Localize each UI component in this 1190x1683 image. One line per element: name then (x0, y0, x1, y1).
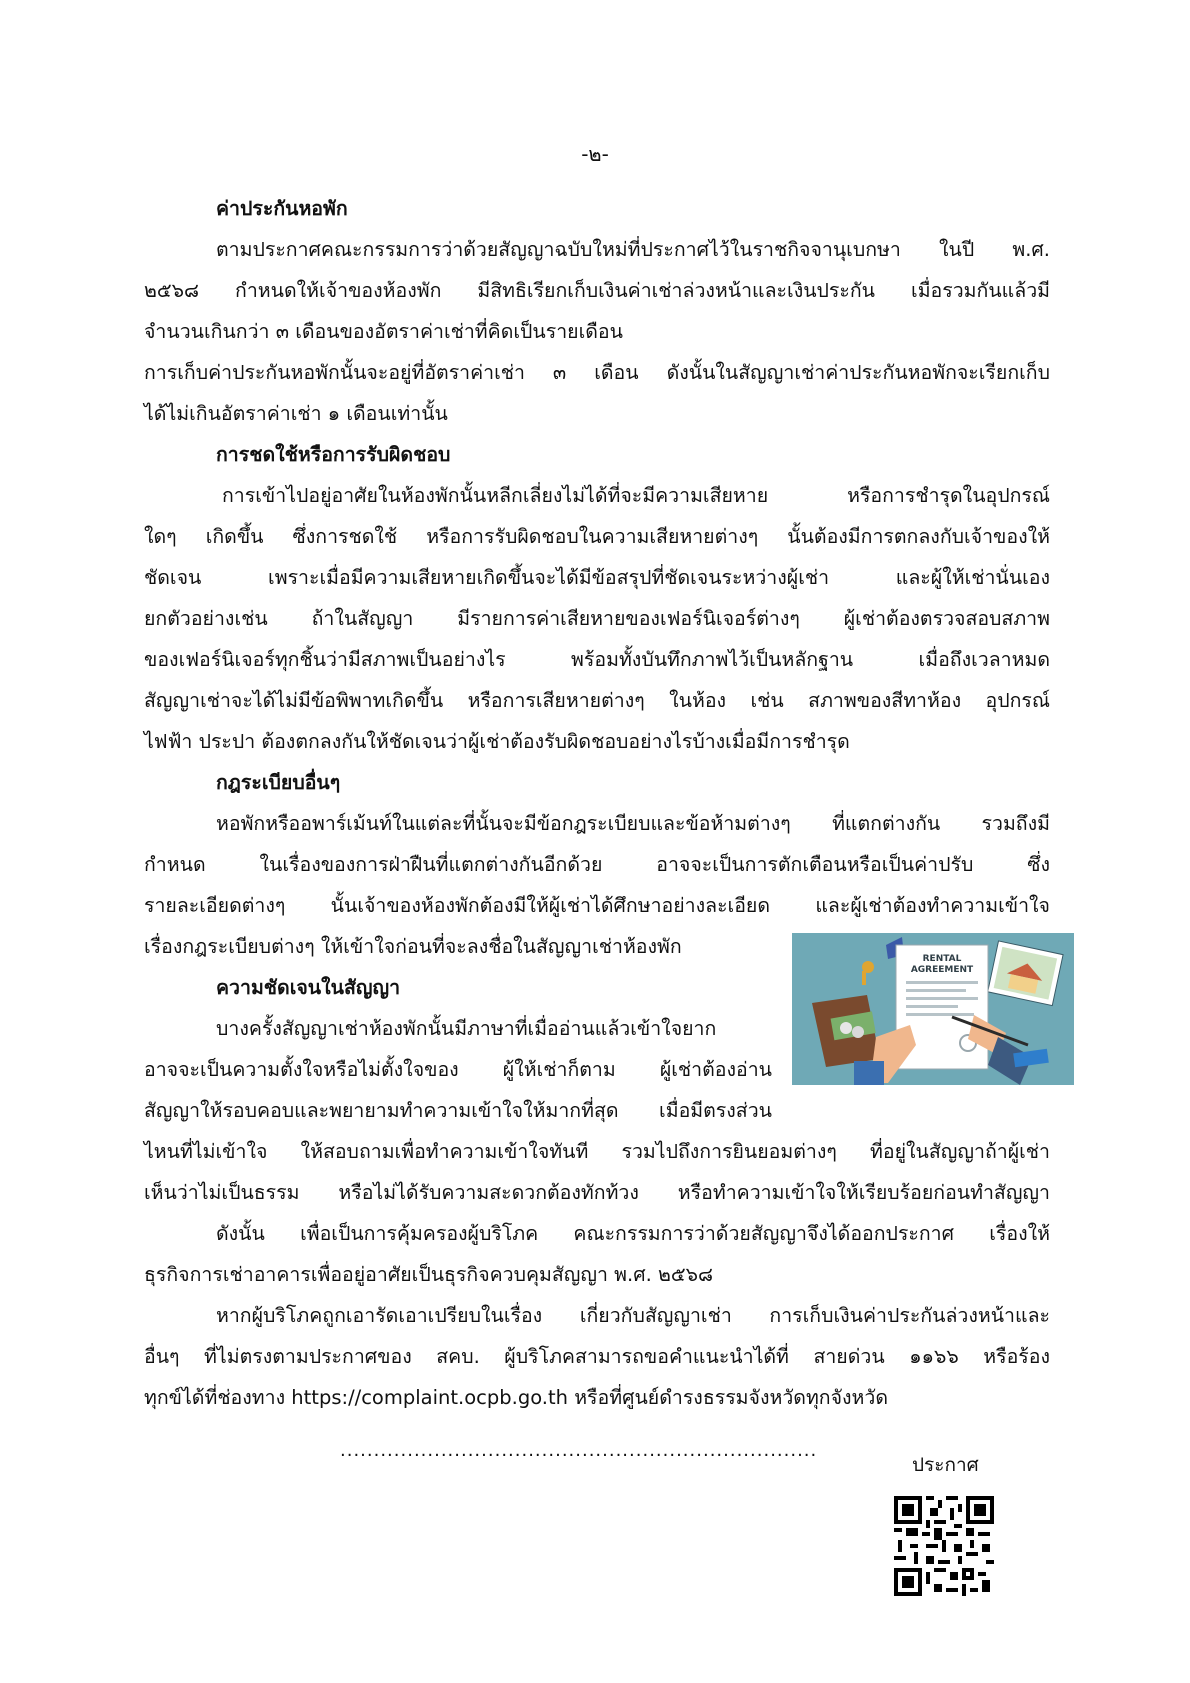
page-number: -๒- (581, 142, 609, 166)
paragraph-line: ยกตัวอย่างเช่น ถ้าในสัญญา มีรายการค่าเสียหายของเฟอร์นิเจอร์ต่างๆ ผู้เช่าต้องตรวจสอบสภาพ (144, 607, 1050, 630)
paragraph-line: การเก็บค่าประกันหอพักนั้นจะอยู่ที่อัตราค่าเช่า ๓ เดือน ดังนั้นในสัญญาเช่าค่าประกันหอพักจะเรียกเก็บ (144, 361, 1050, 384)
paragraph-line: จำนวนเกินกว่า ๓ เดือนของอัตราค่าเช่าที่คิดเป็นรายเดือน (144, 320, 623, 343)
rental-agreement-illustration (792, 933, 1074, 1085)
heading-compensation: การชดใช้หรือการรับผิดชอบ (216, 443, 451, 466)
paragraph-line: เห็นว่าไม่เป็นธรรม หรือไม่ได้รับความสะดวกต้องทักท้วง หรือทำความเข้าใจให้เรียบร้อยก่อนทำสัญญา (144, 1181, 1050, 1204)
qr-code[interactable] (894, 1496, 994, 1596)
document-body (144, 188, 1050, 1418)
paragraph-line: ไหนที่ไม่เข้าใจ ให้สอบถามเพื่อทำความเข้าใจทันที รวมไปถึงการยินยอมต่างๆ ที่อยู่ในสัญญาถ้าผู้เช่า (144, 1140, 1050, 1163)
paragraph-line: ไฟฟ้า ประปา ต้องตกลงกันให้ชัดเจนว่าผู้เช่าต้องรับผิดชอบอย่างไรบ้างเมื่อมีการชำรุด (144, 730, 850, 753)
paragraph-line: ใดๆ เกิดขึ้น ซึ่งการชดใช้ หรือการรับผิดชอบในความเสียหายต่างๆ นั้นต้องมีการตกลงกับเจ้าของให้ (144, 525, 1050, 548)
paragraph-line: กำหนด ในเรื่องของการฝ่าฝืนที่แตกต่างกันอีกด้วย อาจจะเป็นการตักเตือนหรือเป็นค่าปรับ ซึ่ง (144, 853, 1050, 876)
footer-dotted-line: ....................................................................... (340, 1440, 818, 1461)
heading-clarity: ความชัดเจนในสัญญา (216, 976, 401, 999)
paragraph-line: เรื่องกฎระเบียบต่างๆ ให้เข้าใจก่อนที่จะลงชื่อในสัญญาเช่าห้องพัก (144, 935, 682, 958)
heading-rules: กฎระเบียบอื่นๆ (216, 771, 341, 794)
paragraph-line: ทุกข์ได้ที่ช่องทาง https://complaint.ocpb.go.th หรือที่ศูนย์ดำรงธรรมจังหวัดทุกจังหวัด (144, 1386, 889, 1409)
paragraph-line: ธุรกิจการเช่าอาคารเพื่ออยู่อาศัยเป็นธุรกิจควบคุมสัญญา พ.ศ. ๒๕๖๘ (144, 1263, 714, 1286)
paragraph-line: ๒๕๖๘ กำหนดให้เจ้าของห้องพัก มีสิทธิเรียกเก็บเงินค่าเช่าล่วงหน้าและเงินประกัน เมื่อรวมกันแล้วมี (144, 279, 1050, 302)
paragraph-line: รายละเอียดต่างๆ นั้นเจ้าของห้องพักต้องมีให้ผู้เช่าได้ศึกษาอย่างละเอียด และผู้เช่าต้องทำความเข้าใจ (144, 894, 1050, 917)
illustration-title-line1: RENTAL (922, 954, 962, 964)
illustration-title-line2: AGREEMENT (910, 965, 974, 975)
paragraph-line: ชัดเจน เพราะเมื่อมีความเสียหายเกิดขึ้นจะได้มีข้อสรุปที่ชัดเจนระหว่างผู้เช่า และผู้ให้เช่านั่นเอง (144, 566, 1050, 589)
paragraph-line: อื่นๆ ที่ไม่ตรงตามประกาศของ สคบ. ผู้บริโภคสามารถขอคำแนะนำได้ที่ สายด่วน ๑๑๖๖ หรือร้อง (144, 1345, 1050, 1368)
paragraph-line: หอพักหรืออพาร์เม้นท์ในแต่ละที่นั้นจะมีข้อกฎระเบียบและข้อห้ามต่างๆ ที่แตกต่างกัน รวมถึงมี (216, 812, 1050, 835)
paragraph-line: ของเฟอร์นิเจอร์ทุกชิ้นว่ามีสภาพเป็นอย่างไร พร้อมทั้งบันทึกภาพไว้เป็นหลักฐาน เมื่อถึงเวลาหมด (144, 648, 1050, 671)
paragraph-line: สัญญาเช่าจะได้ไม่มีข้อพิพาทเกิดขึ้น หรือการเสียหายต่างๆ ในห้อง เช่น สภาพของสีทาห้อง อุปกรณ์ (144, 689, 1050, 712)
paragraph-line: สัญญาให้รอบคอบและพยายามทำความเข้าใจให้มากที่สุด เมื่อมีตรงส่วน (144, 1099, 772, 1122)
paragraph-line: การเข้าไปอยู่อาศัยในห้องพักนั้นหลีกเลี่ยงไม่ได้ที่จะมีความเสียหาย หรือการชำรุดในอุปกรณ์ (222, 484, 1050, 507)
paragraph-line: ได้ไม่เกินอัตราค่าเช่า ๑ เดือนเท่านั้น (144, 402, 448, 425)
heading-deposit: ค่าประกันหอพัก (216, 197, 348, 220)
paragraph-line: หากผู้บริโภคถูกเอารัดเอาเปรียบในเรื่อง เกี่ยวกับสัญญาเช่า การเก็บเงินค่าประกันล่วงหน้าและ (216, 1304, 1050, 1327)
paragraph-line: อาจจะเป็นความตั้งใจหรือไม่ตั้งใจของ ผู้ให้เช่าก็ตาม ผู้เช่าต้องอ่าน (144, 1058, 772, 1081)
footer-label: ประกาศ (912, 1454, 979, 1476)
paragraph-line: ตามประกาศคณะกรรมการว่าด้วยสัญญาฉบับใหม่ที่ประกาศไว้ในราชกิจจานุเบกษา ในปี พ.ศ. (216, 238, 1050, 261)
paragraph-line: บางครั้งสัญญาเช่าห้องพักนั้นมีภาษาที่เมื่ออ่านแล้วเข้าใจยาก (216, 1017, 717, 1040)
paragraph-line: ดังนั้น เพื่อเป็นการคุ้มครองผู้บริโภค คณะกรรมการว่าด้วยสัญญาจึงได้ออกประกาศ เรื่องให้ (216, 1222, 1050, 1245)
